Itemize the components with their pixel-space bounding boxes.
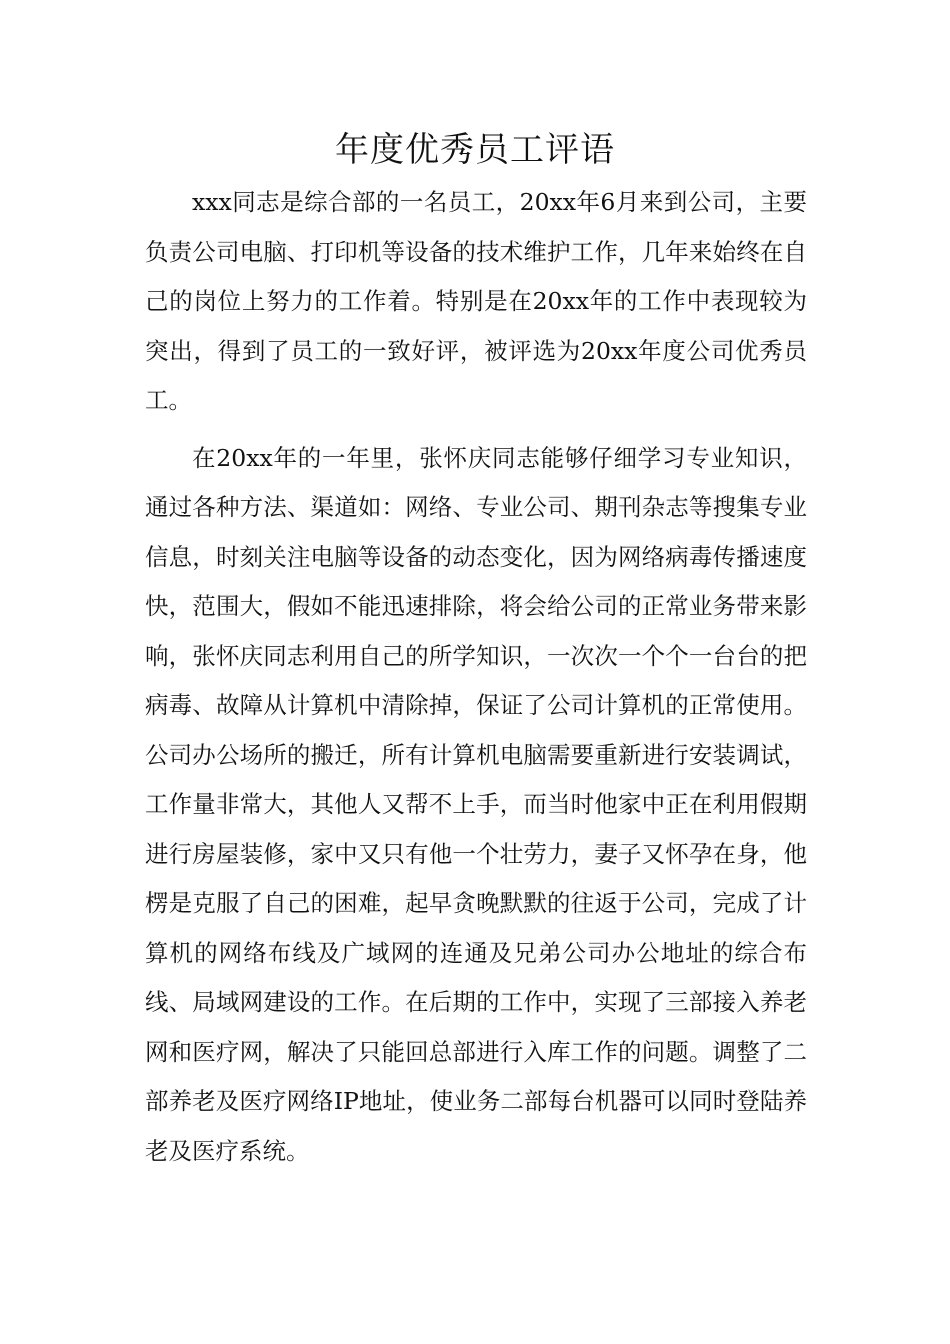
document-body [145, 178, 807, 1176]
paragraph-2: 在20xx年的一年里，张怀庆同志能够仔细学习专业知识，通过各种方法、渠道如：网络、专业公司、期刊杂志等搜集专业信息，时刻关注电脑等设备的动态变化，因为网络病毒传播速度快，范围大，假如不能迅速排除，将会给公司的正常业务带来影响，张怀庆同志利用自己的所学知识，一次次一个个一台台的把病毒、故障从计算机中清除掉，保证了公司计算机的正常使用。公司办公场所的搬迁，所有计算机电脑需要重新进行安装调试，工作量非常大，其他人又帮不上手，而当时他家中正在利用假期进行房屋装修，家中又只有他一个壮劳力，妻子又怀孕在身，他楞是克服了自己的困难，起早贪晚默默的往返于公司，完成了计算机的网络布线及广域网的连通及兄弟公司办公地址的综合布线、局域网建设的工作。在后期的工作中，实现了三部接入养老网和医疗网，解决了只能回总部进行入库工作的问题。调整了二部养老及医疗网络IP地址，使业务二部每台机器可以同时登陆养老及医疗系统。 [145, 443, 807, 1165]
document-title: 年度优秀员工评语 [335, 130, 615, 170]
paragraph-1: xxx同志是综合部的一名员工，20xx年6月来到公司，主要负责公司电脑、打印机等设备的技术维护工作，几年来始终在自己的岗位上努力的工作着。特别是在20xx年的工作中表现较为突出，得到了员工的一致好评，被评选为20xx年度公司优秀员工。 [145, 188, 807, 414]
